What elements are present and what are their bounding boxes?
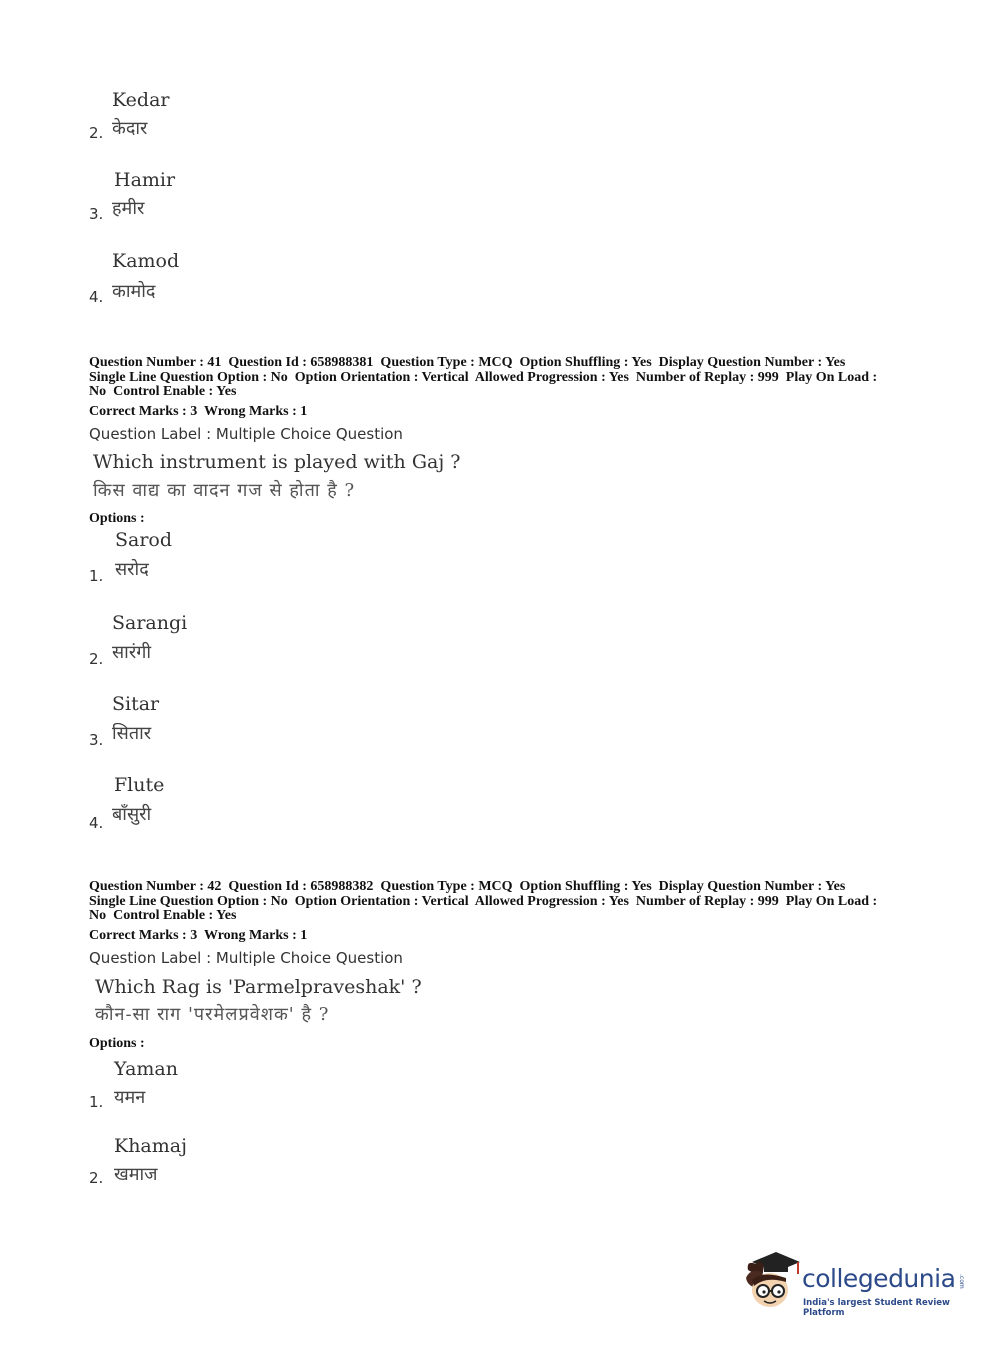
option-hindi: कामोद	[112, 281, 156, 302]
option-number: 4.	[89, 288, 104, 306]
option-number: 3.	[89, 205, 104, 223]
option-number: 1.	[89, 567, 104, 585]
option-hindi: सितार	[112, 723, 152, 744]
option-english: Sitar	[112, 693, 160, 715]
question-text-hindi: कौन-सा राग 'परमेलप्रवेशक' है ?	[95, 1004, 330, 1025]
question-marks: Correct Marks : 3 Wrong Marks : 1	[89, 928, 308, 943]
logo-suffix: .com	[958, 1274, 965, 1289]
option-english: Flute	[114, 774, 165, 796]
question-label: Question Label : Multiple Choice Question	[89, 949, 403, 967]
option-english: Sarod	[115, 529, 173, 551]
option-english: Yaman	[114, 1058, 178, 1080]
option-hindi: यमन	[114, 1087, 146, 1108]
option-number: 2.	[89, 650, 104, 668]
question-meta-line-2: Single Line Question Option : No Option Orientation : Vertical Allowed Progression : Yes Number of Replay : 999 Play On Load :	[89, 370, 878, 385]
logo-tagline: India's largest Student Review Platform	[803, 1298, 950, 1318]
question-meta-line-3: No Control Enable : Yes	[89, 384, 237, 399]
options-heading: Options :	[89, 1036, 145, 1051]
option-number: 3.	[89, 731, 104, 749]
question-text-hindi: किस वाद्य का वादन गज से होता है ?	[93, 480, 356, 501]
option-hindi: खमाज	[114, 1164, 158, 1185]
question-text-english: Which instrument is played with Gaj ?	[93, 451, 461, 473]
option-hindi: सारंगी	[112, 642, 151, 663]
option-english: Kedar	[112, 89, 170, 111]
option-number: 1.	[89, 1093, 104, 1111]
question-meta-line-1: Question Number : 41 Question Id : 658988381 Question Type : MCQ Option Shuffling : Yes Display Question Number : Yes	[89, 355, 846, 370]
option-hindi: हमीर	[112, 198, 145, 219]
option-hindi: बाँसुरी	[112, 804, 152, 825]
option-hindi: सरोद	[115, 559, 149, 580]
question-text-english: Which Rag is 'Parmelpraveshak' ?	[95, 976, 422, 998]
option-number: 2.	[89, 1169, 104, 1187]
option-english: Khamaj	[114, 1135, 187, 1157]
options-heading: Options :	[89, 511, 145, 526]
option-english: Sarangi	[112, 612, 188, 634]
question-label: Question Label : Multiple Choice Question	[89, 425, 403, 443]
option-number: 2.	[89, 124, 104, 142]
question-meta-line-3: No Control Enable : Yes	[89, 908, 237, 923]
option-english: Kamod	[112, 250, 180, 272]
option-number: 4.	[89, 814, 104, 832]
logo-wordmark: collegedunia	[802, 1264, 956, 1293]
question-marks: Correct Marks : 3 Wrong Marks : 1	[89, 404, 308, 419]
option-english: Hamir	[114, 169, 176, 191]
question-meta-line-2: Single Line Question Option : No Option Orientation : Vertical Allowed Progression : Yes Number of Replay : 999 Play On Load :	[89, 894, 878, 909]
collegedunia-logo	[742, 1248, 972, 1318]
mascot-graduation-cap-icon	[742, 1248, 802, 1314]
option-hindi: केदार	[112, 118, 148, 139]
question-meta-line-1: Question Number : 42 Question Id : 658988382 Question Type : MCQ Option Shuffling : Yes Display Question Number : Yes	[89, 879, 846, 894]
